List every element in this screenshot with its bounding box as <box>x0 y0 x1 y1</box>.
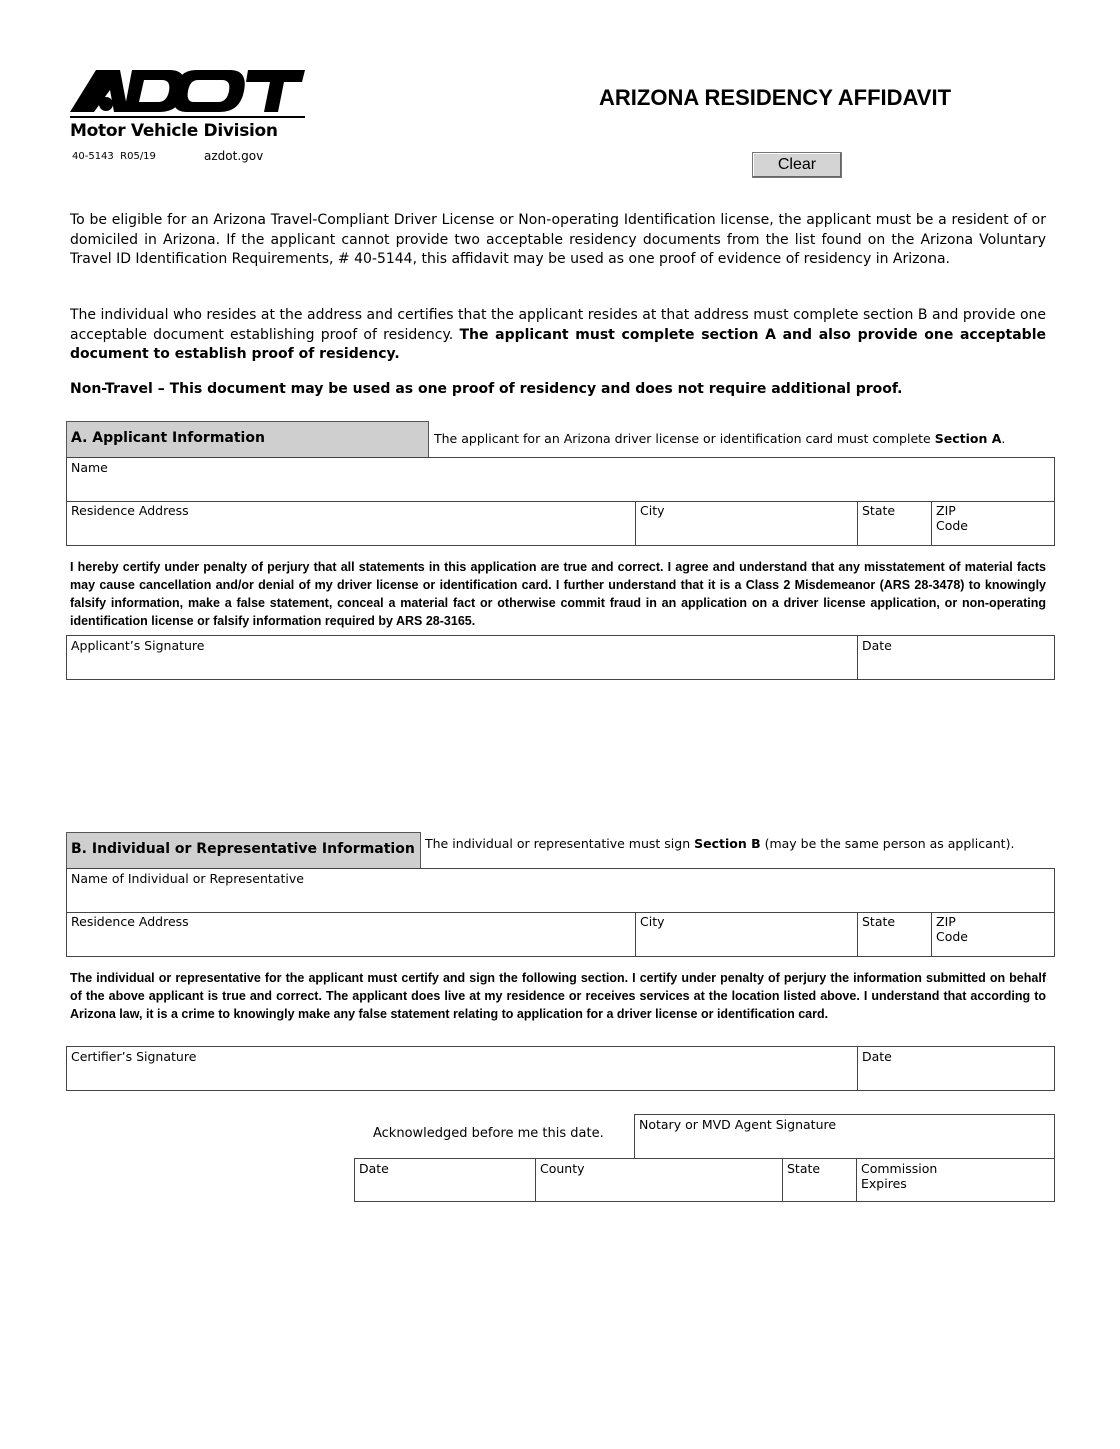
notary-row <box>354 1158 1055 1202</box>
field-label: ZIP Code <box>936 503 969 533</box>
commission-expires-field[interactable] <box>856 1159 938 1201</box>
page-title: ARIZONA RESIDENCY AFFIDAVIT <box>599 85 952 110</box>
note-text: The applicant for an Arizona driver license or identification card must complete <box>434 431 935 446</box>
signature-row <box>66 635 1055 680</box>
city-field[interactable] <box>635 501 665 545</box>
representative-name-field[interactable] <box>66 868 1055 913</box>
non-travel-note: Non-Travel – This document may be used as one proof of residency and does not require additional proof. <box>70 381 903 397</box>
representative-certification: The individual or representative for the applicant must certify and sign the following section. I certify under penalty of perjury the information submitted on behalf of the above applicant is true and correct. The applicant does live at my residence or receives services at the location listed above. I understand that according to Arizona law, it is a crime to knowingly make any false statement relating to application for a driver license or identification card. <box>70 971 1046 1021</box>
field-label: Date <box>862 1049 892 1064</box>
section-a-heading: A. Applicant Information <box>66 421 429 458</box>
clear-button[interactable]: Clear <box>752 152 842 178</box>
intro-paragraph-2 <box>70 306 1046 365</box>
form-number: 40-5143 R05/19 <box>72 151 156 162</box>
field-label: ZIP Code <box>936 914 969 944</box>
date-field[interactable] <box>857 636 892 679</box>
field-label: State <box>787 1161 821 1176</box>
address-row <box>66 501 1055 546</box>
division-name: Motor Vehicle Division <box>70 121 278 141</box>
field-label: City <box>640 503 665 518</box>
residence-address-field[interactable]: Residence Address <box>71 914 189 929</box>
note-bold: Section B <box>694 836 761 851</box>
section-b-heading: B. Individual or Representative Information <box>66 832 421 869</box>
name-field[interactable] <box>66 457 1055 502</box>
field-label: Date <box>862 638 892 653</box>
applicant-signature-field[interactable]: Applicant’s Signature <box>71 638 205 653</box>
certifier-signature-field[interactable]: Certifier’s Signature <box>71 1049 197 1064</box>
applicant-certification: I hereby certify under penalty of perjury that all statements in this application are true and correct. I agree and understand that any misstatement of material facts may cause cancellation and/or denial of my driver license or identification card. I further understand that it is a Class 2 Misdemeanor (ARS 28-3478) to knowingly falsify information, make a false statement, conceal a material fact or otherwise commit fraud in an application on a driver license application, or non-operating identification license or falsify information required by ARS 28-3165. <box>70 560 1046 628</box>
note-bold: Section A <box>934 431 1002 446</box>
state-field[interactable] <box>782 1159 821 1201</box>
date-field[interactable] <box>857 1047 892 1090</box>
adot-logo <box>70 68 305 118</box>
field-label: City <box>640 914 665 929</box>
residence-address-field[interactable]: Residence Address <box>71 503 189 518</box>
intro-text: The individual who resides at the address and certifies that the applicant resides at that address must complete section B and provide one acceptable document establishing proof of residency. <box>70 307 1046 343</box>
field-label: State <box>862 914 896 929</box>
section-a-note <box>434 431 1005 446</box>
state-field[interactable] <box>857 912 896 956</box>
website: azdot.gov <box>204 149 264 163</box>
zip-field[interactable] <box>931 501 969 545</box>
signature-row <box>66 1046 1055 1091</box>
acknowledged-text: Acknowledged before me this date. <box>373 1126 604 1141</box>
notary-signature-field[interactable] <box>634 1114 1055 1159</box>
field-label: Name of Individual or Representative <box>71 871 304 886</box>
intro-bold-text: The applicant must complete section A and also provide one acceptable document to establish proof of residency. <box>70 326 1046 362</box>
note-end: (may be the same person as applicant). <box>760 836 1015 851</box>
field-label: Name <box>71 460 108 475</box>
city-field[interactable] <box>635 912 665 956</box>
field-label: State <box>862 503 896 518</box>
field-label: Commission Expires <box>861 1161 938 1191</box>
field-label: Notary or MVD Agent Signature <box>639 1117 837 1132</box>
county-field[interactable] <box>535 1159 585 1201</box>
zip-field[interactable] <box>931 912 969 956</box>
note-end: . <box>1001 431 1006 446</box>
notary-date-field[interactable]: Date <box>359 1161 389 1176</box>
section-b-note <box>425 836 1025 851</box>
intro-paragraph-1: To be eligible for an Arizona Travel-Compliant Driver License or Non-operating Identification license, the applicant must be a resident of or domiciled in Arizona. If the applicant cannot provide two acceptable residency documents from the list found on the Arizona Voluntary Travel ID Identification Requirements, # 40-5144, this affidavit may be used as one proof of evidence of residency in Arizona. <box>70 212 1046 267</box>
field-label: County <box>540 1161 585 1176</box>
note-text: The individual or representative must sign <box>425 836 695 851</box>
state-field[interactable] <box>857 501 896 545</box>
address-row <box>66 912 1055 957</box>
